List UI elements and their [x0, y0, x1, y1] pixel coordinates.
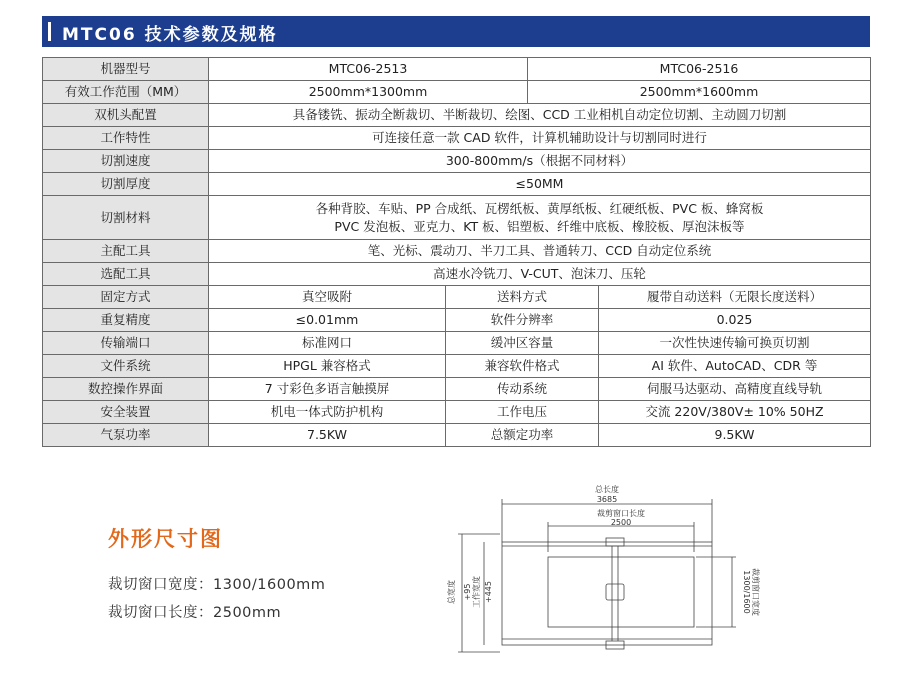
spec-table — [42, 57, 871, 447]
row-label: 主配工具 — [43, 240, 209, 263]
cell-value: 2500mm*1300mm — [209, 81, 528, 104]
cut-length-value: 2500 — [610, 518, 632, 527]
table-row — [43, 355, 871, 378]
row-label: 双机头配置 — [43, 104, 209, 127]
cell-label: 缓冲区容量 — [446, 332, 599, 355]
table-row — [43, 81, 871, 104]
cell-value: 300-800mm/s（根据不同材料） — [209, 150, 871, 173]
row-label: 工作特性 — [43, 127, 209, 150]
row-label: 气泵功率 — [43, 424, 209, 447]
cell-value: 具备镂铣、振动全断裁切、半断裁切、绘图、CCD 工业相机自动定位切割、主动圆刀切割 — [209, 104, 871, 127]
table-row — [43, 150, 871, 173]
row-label: 有效工作范围（MM） — [43, 81, 209, 104]
cell-value: 交流 220V/380V± 10% 50HZ — [599, 401, 871, 424]
cell-value: AI 软件、AutoCAD、CDR 等 — [599, 355, 871, 378]
cell-value: MTC06-2513 — [209, 58, 528, 81]
cell-value: 伺服马达驱动、高精度直线导轨 — [599, 378, 871, 401]
table-row — [43, 104, 871, 127]
cut-length-text: 裁切窗口长度：2500mm — [108, 605, 282, 621]
material-line-2: PVC 发泡板、亚克力、KT 板、铝塑板、纤维中底板、橡胶板、厚泡沫板等 — [334, 218, 745, 234]
table-row — [43, 332, 871, 355]
table-row — [43, 309, 871, 332]
row-label: 切割速度 — [43, 150, 209, 173]
cutting-head — [606, 584, 624, 600]
cell-value: ≤0.01mm — [209, 309, 446, 332]
total-length-label: 总长度 — [595, 485, 619, 494]
cell-label: 送料方式 — [446, 286, 599, 309]
cell-value: 0.025 — [599, 309, 871, 332]
work-width-value: +445 — [484, 581, 493, 603]
cell-value: 标准网口 — [209, 332, 446, 355]
table-row — [43, 401, 871, 424]
table-row — [43, 286, 871, 309]
cell-value: HPGL 兼容格式 — [209, 355, 446, 378]
section-header — [42, 16, 870, 47]
cell-value: ≤50MM — [209, 173, 871, 196]
cut-window — [548, 557, 694, 627]
row-label: 固定方式 — [43, 286, 209, 309]
page-title: MTC06 技术参数及规格 — [62, 25, 278, 45]
row-label: 切割厚度 — [43, 173, 209, 196]
cell-value: 履带自动送料（无限长度送料） — [599, 286, 871, 309]
table-row — [43, 424, 871, 447]
total-length-value: 3685 — [596, 495, 618, 504]
row-label: 机器型号 — [43, 58, 209, 81]
cell-value: 7 寸彩色多语言触摸屏 — [209, 378, 446, 401]
cell-label: 传动系统 — [446, 378, 599, 401]
table-row — [43, 196, 871, 240]
cell-value: 一次性快速传输可换页切割 — [599, 332, 871, 355]
cell-label: 兼容软件格式 — [446, 355, 599, 378]
cut-length-label: 裁剪窗口长度 — [597, 509, 645, 518]
table-row — [43, 263, 871, 286]
cell-value: 笔、光标、震动刀、半刀工具、普通转刀、CCD 自动定位系统 — [209, 240, 871, 263]
row-label: 数控操作界面 — [43, 378, 209, 401]
cut-width-label: 裁剪窗口宽度 — [751, 568, 760, 616]
row-label: 文件系统 — [43, 355, 209, 378]
table-row — [43, 58, 871, 81]
cell-value: 9.5KW — [599, 424, 871, 447]
row-label: 选配工具 — [43, 263, 209, 286]
table-row — [43, 240, 871, 263]
row-label: 切割材料 — [43, 196, 209, 240]
dimension-diagram — [440, 482, 780, 662]
machine-outline — [502, 542, 712, 645]
dimension-title: 外形尺寸图 — [108, 527, 223, 551]
cell-value: 7.5KW — [209, 424, 446, 447]
cell-value: 高速水冷铣刀、V-CUT、泡沫刀、压轮 — [209, 263, 871, 286]
row-label: 传输端口 — [43, 332, 209, 355]
header-accent-bar — [48, 22, 51, 41]
cell-label: 总额定功率 — [446, 424, 599, 447]
row-label: 安全装置 — [43, 401, 209, 424]
cell-label: 工作电压 — [446, 401, 599, 424]
table-row — [43, 378, 871, 401]
material-line-1: 各种背胶、车贴、PP 合成纸、瓦楞纸板、黄厚纸板、红硬纸板、PVC 板、蜂窝板 — [315, 200, 764, 216]
cell-value: MTC06-2516 — [528, 58, 871, 81]
cell-value: 机电一体式防护机构 — [209, 401, 446, 424]
cell-value: 可连接任意一款 CAD 软件，计算机辅助设计与切割同时进行 — [209, 127, 871, 150]
cell-label: 软件分辨率 — [446, 309, 599, 332]
total-width-label: 总宽度 — [447, 580, 456, 604]
row-label: 重复精度 — [43, 309, 209, 332]
cell-value: 2500mm*1600mm — [528, 81, 871, 104]
cell-value — [209, 196, 871, 240]
work-width-label: 工作宽度 — [472, 576, 481, 608]
cut-width-value: 1300/1600 — [742, 570, 751, 614]
table-row — [43, 127, 871, 150]
cut-width-text: 裁切窗口宽度：1300/1600mm — [108, 577, 326, 593]
total-width-value: +95 — [463, 583, 472, 601]
table-row — [43, 173, 871, 196]
cell-value: 真空吸附 — [209, 286, 446, 309]
